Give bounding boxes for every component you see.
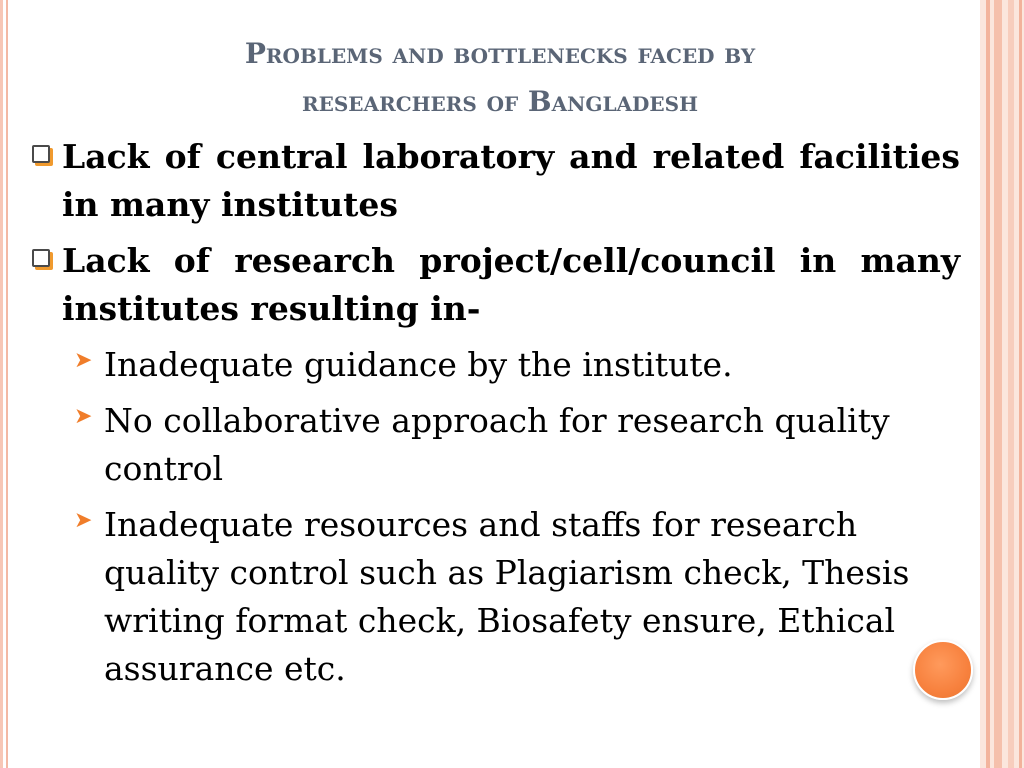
title-line-1: Problems and bottlenecks faced by bbox=[244, 37, 756, 70]
sub-bullet-text: Inadequate resources and staffs for research quality control such as Plagiarism check, Thesis writing format check, Biosafety ensure, Ethical assurance etc. bbox=[104, 505, 910, 688]
checkbox-bullet-icon bbox=[32, 249, 50, 267]
left-border-stripe bbox=[0, 0, 3, 768]
bullet-item bbox=[28, 237, 960, 333]
sub-bullet-text: Inadequate guidance by the institute. bbox=[104, 345, 733, 384]
arrow-bullet-icon: ➤ bbox=[74, 348, 93, 373]
arrow-bullet-icon: ➤ bbox=[74, 508, 93, 533]
slide-title bbox=[40, 30, 960, 126]
right-border-stripe bbox=[1008, 0, 1014, 768]
bullet-text: Lack of central laboratory and related facilities in many institutes bbox=[62, 137, 960, 224]
slide-content bbox=[28, 133, 960, 701]
right-border-stripe bbox=[1019, 0, 1022, 768]
bullet-text: Lack of research project/cell/council in many institutes resulting in- bbox=[62, 241, 960, 328]
checkbox-bullet-icon bbox=[32, 145, 50, 163]
sub-bullet-item bbox=[28, 397, 960, 493]
right-border-stripe bbox=[986, 0, 990, 768]
title-line-2: researchers of Bangladesh bbox=[302, 85, 698, 118]
arrow-bullet-icon: ➤ bbox=[74, 404, 93, 429]
right-border-stripe bbox=[994, 0, 1002, 768]
left-border-stripe bbox=[6, 0, 8, 768]
sub-bullet-text: No collaborative approach for research quality control bbox=[104, 401, 890, 488]
sub-bullet-item bbox=[28, 341, 960, 389]
bullet-item bbox=[28, 133, 960, 229]
orange-circle-decoration bbox=[913, 640, 973, 700]
sub-bullet-item bbox=[28, 501, 960, 693]
